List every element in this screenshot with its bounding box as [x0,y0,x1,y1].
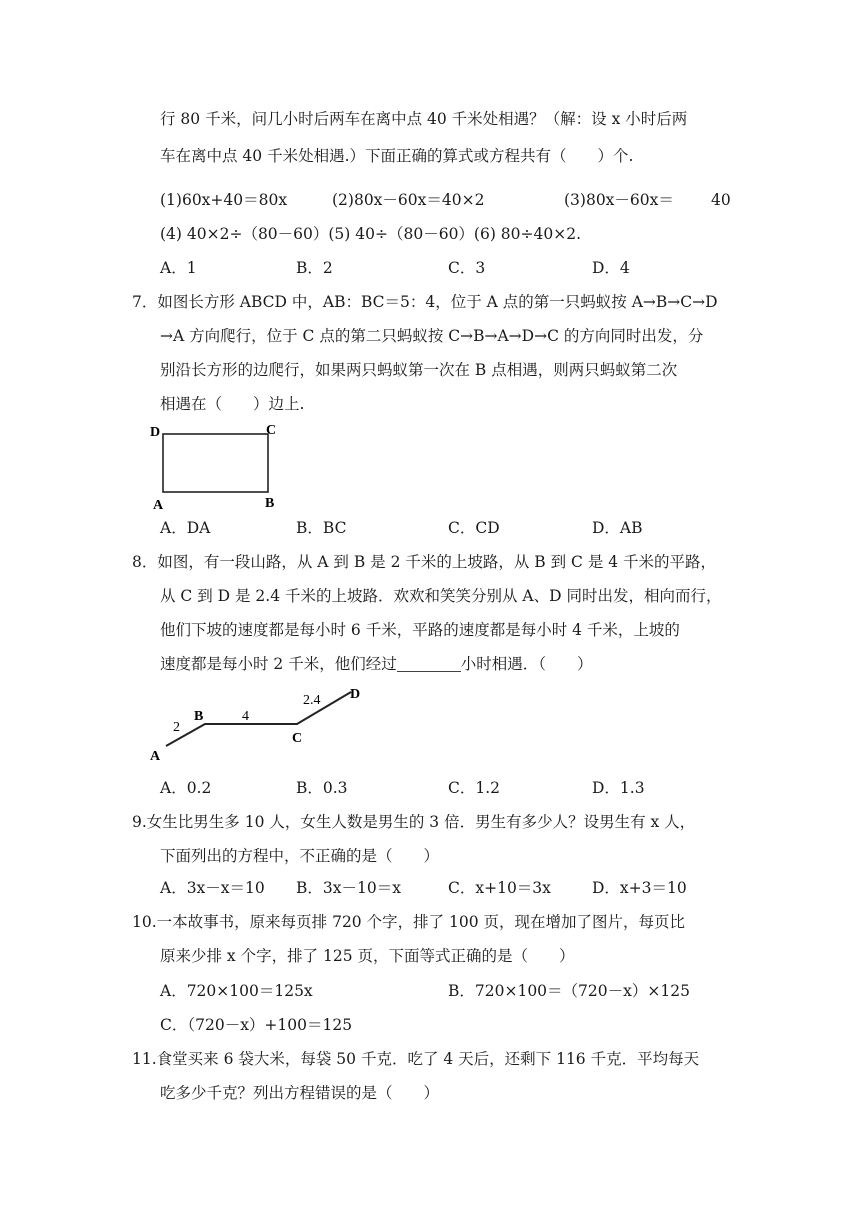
q8-mountain-path-figure [140,680,380,770]
q6-eq-line2: (4) 40×2÷（80－60）(5) 40÷（80－60）(6) 80÷40×2. [160,225,582,243]
q7-line3: 别沿长方形的边爬行，如果两只蚂蚁第一次在 B 点相遇，则两只蚂蚁第二次 [160,361,678,379]
q7-option-c[interactable]: C．CD [448,519,500,537]
q6-options [160,257,760,279]
q8-line4-text-a: 速度都是每小时 2 千米，他们经过 [160,655,397,673]
label-d: D [150,425,161,440]
q9-option-c[interactable]: C．x+10＝3x [448,879,551,897]
q9-option-a[interactable]: A．3x－x＝10 [160,879,265,897]
q8-option-c[interactable]: C．1.2 [448,779,501,797]
q8-line3: 他们下坡的速度都是每小时 6 千米，平路的速度都是每小时 4 千米，上坡的 [160,621,680,639]
q6-line1: 行 80 千米，问几小时后两车在离中点 40 千米处相遇？（解：设 x 小时后两 [160,110,688,128]
q6-line2: 车在离中点 40 千米处相遇.）下面正确的算式或方程共有（ ）个. [160,147,634,165]
q6-eq1: (1)60x+40＝80x [160,191,288,209]
segment-cd-length: 2.4 [303,693,321,708]
q9-line1: 9.女生比男生多 10 人，女生人数是男生的 3 倍．男生有多少人？设男生有 x 人， [132,813,696,831]
q7-line4: 相遇在（ ）边上. [160,395,305,413]
label-a: A [153,498,164,513]
q7-option-d[interactable]: D．AB [592,519,643,537]
segment-ab-length: 2 [173,720,180,735]
label-a: A [150,749,161,764]
q7-option-b[interactable]: B．BC [296,519,347,537]
label-c: C [266,423,277,438]
label-b: B [265,496,275,511]
rectangle-abcd [163,434,268,492]
q8-line4 [160,653,592,675]
q11-line1: 11.食堂买来 6 袋大米，每袋 50 千克．吃了 4 天后，还剩下 116 千克．平均每天 [132,1050,700,1068]
q6-eq3: (3)80x－60x＝ [564,191,674,209]
q8-option-d[interactable]: D．1.3 [592,779,645,797]
q6-option-d[interactable]: D．4 [592,259,630,277]
q10-line2: 原来少排 x 个字，排了 125 页，下面等式正确的是（ ） [160,947,575,965]
q8-line4-text-b: 小时相遇．（ ） [460,655,593,673]
q10-options-row1 [160,980,760,1002]
q9-option-d[interactable]: D．x+3＝10 [592,879,687,897]
q6-option-c[interactable]: C．3 [448,259,486,277]
label-d: D [350,687,361,702]
q7-line1: 7．如图长方形 ABCD 中，AB：BC＝5：4，位于 A 点的第一只蚂蚁按 A→B→C→D [132,293,718,311]
q10-option-c[interactable]: C．（720－x）+100＝125 [160,1016,353,1034]
q11-line2: 吃多少千克？列出方程错误的是（ ） [160,1084,440,1102]
q9-line2: 下面列出的方程中，不正确的是（ ） [160,847,440,865]
q7-line2: →A 方向爬行，位于 C 点的第二只蚂蚁按 C→B→A→D→C 的方向同时出发，分 [160,327,704,345]
segment-bc-length: 4 [242,709,249,724]
q6-eq2: (2)80x－60x＝40×2 [332,191,485,209]
q8-option-b[interactable]: B．0.3 [296,779,348,797]
q8-line1: 8．如图，有一段山路，从 A 到 B 是 2 千米的上坡路，从 B 到 C 是 4 千米的平路， [132,553,717,571]
q8-line2: 从 C 到 D 是 2.4 千米的上坡路．欢欢和笑笑分别从 A、D 同时出发，相向而行， [160,587,722,605]
q9-option-b[interactable]: B．3x－10＝x [296,879,401,897]
q7-rectangle-figure [140,418,300,516]
q6-option-b[interactable]: B．2 [296,259,333,277]
q6-option-a[interactable]: A．1 [160,259,197,277]
q10-options-row2 [160,1014,760,1036]
q9-options [160,877,760,899]
label-c: C [292,731,303,746]
q10-line1: 10.一本故事书，原来每页排 720 个字，排了 100 页，现在增加了图片，每页比 [132,913,686,931]
q10-option-b[interactable]: B．720×100＝（720－x）×125 [448,982,690,1000]
q7-options [160,517,760,539]
q8-options [160,777,760,799]
q10-option-a[interactable]: A．720×100＝125x [160,982,313,1000]
q6-eq3-value: 40 [711,191,731,209]
q7-option-a[interactable]: A．DA [160,519,211,537]
label-b: B [194,709,204,724]
q8-option-a[interactable]: A．0.2 [160,779,212,797]
answer-blank[interactable] [397,655,461,672]
